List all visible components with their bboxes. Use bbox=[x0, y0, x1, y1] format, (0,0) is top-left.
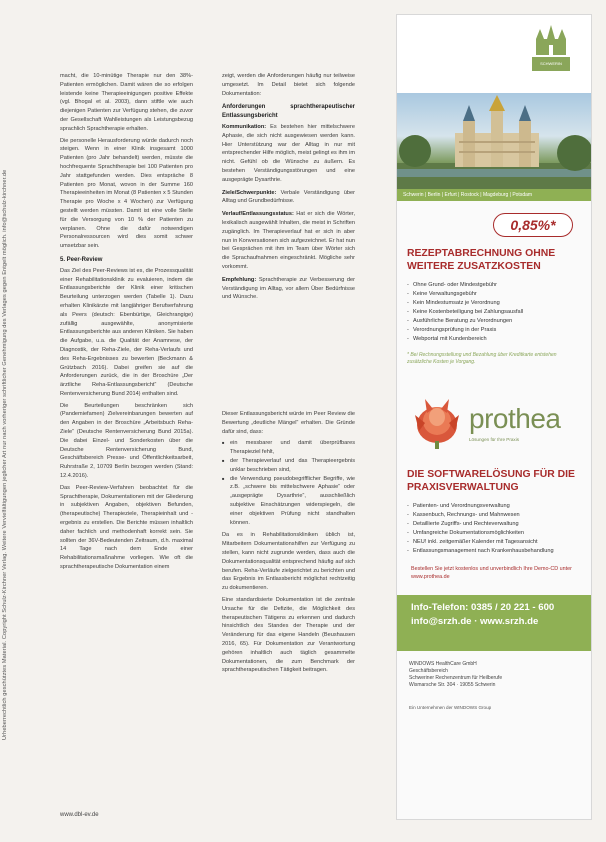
brand-name: prothea bbox=[469, 402, 561, 434]
paragraph: Da es in Rehabilitationskliniken üblich ist, Mitarbeitern Dokumentationshilfen zur Verfügung zu stellen, kann nicht zugrunde werden, dass auch die Dokumentationsqualität entsprechend häufig auf sich berufen. Reha-Verläufe zielgerichtet zu berichten und das Ergebnis im Entlassbericht möglichst rechtzeitig zu dokumentieren. bbox=[222, 532, 355, 592]
address-line: Schweriner Rechenzentrum für Heilberufe bbox=[409, 675, 503, 682]
list-item: - NEU! inkl. zeitgemäßer Kalender mit Tagesansicht bbox=[407, 538, 591, 547]
list-item: - Kassenbuch, Rechnungs- und Mahnwesen bbox=[407, 511, 591, 520]
address-line: WINDOWS HealthCare GmbH bbox=[409, 661, 477, 668]
brand-tagline: Lösungen für Ihre Praxis bbox=[469, 436, 520, 442]
list-item: - Detaillierte Zugriffs- und Rechteverwaltung bbox=[407, 520, 591, 529]
ad-header bbox=[397, 15, 591, 93]
contact-bar bbox=[397, 595, 591, 651]
box-item: Kommunikation: Es bestehen hier mittelschwere Aphasie, die sich nicht ausgewiesen werden kann. Hier Unterstützung war der Alltag in nur mit entsprechender Hilfe möglich, meist gelingt es ihm im nicht. Gefühl ob die Wünsche zu äußern. Es bestehen Verständigungsstörungen und eine ausgeprägte Dysarthrie. bbox=[222, 123, 355, 183]
address-line: Geschäftsbereich bbox=[409, 668, 448, 675]
rate-badge: 0,85%* bbox=[493, 213, 573, 237]
info-phone: Info-Telefon: 0385 / 20 221 - 600 bbox=[411, 602, 555, 614]
list-item: ■ ein messbarer und damit überprüfbares Therapieziel fehlt, bbox=[222, 439, 355, 457]
company-address bbox=[409, 661, 591, 689]
prothea-brand bbox=[413, 386, 591, 458]
castle-logo bbox=[531, 25, 571, 83]
copyright-text: Urheberrechtlich geschütztes Material. Copyright Schulz-Kirchner Verlag. Weitere Vervielfältigungen jeglicher Art nur nach vorheriger schriftlicher Genehmigung des Verlages gegen Entgelt möglich. info@schulz-kirchner.de bbox=[2, 169, 8, 740]
copyright-notice bbox=[2, 40, 16, 740]
list-item: - Patienten- und Verordnungsverwaltung bbox=[407, 502, 591, 511]
section-heading: 5. Peer-Review bbox=[60, 256, 103, 263]
address-line: Wismarsche Str. 304 · 19055 Schwerin bbox=[409, 682, 496, 689]
paragraph: macht, die 10-minütige Therapie nur den 38%-Patienten ermöglichen. Damit wären die so erfolgen leistende keine Therapieeinigungen positive Effekte (vgl. Bhogal et al. 2003), dann stiftle wie auch diejenigen Patienten zur Verfügung stehen, die zuvor der Gesellschaft Wahlleistungen als Leistungsbezug sprachlich Sprachtherapie erhalten. bbox=[60, 73, 193, 132]
ad-title-software: DIE SOFTWARELÖSUNG FÜR DIE PRAXISVERWALTUNG bbox=[407, 469, 575, 493]
paragraph: Dieser Entlassungsbericht würde im Peer Review die Bewertung „deutliche Mängel“ erhalten. Die Gründe dafür sind, dass: bbox=[222, 411, 355, 435]
list-item: - Kein Mindestumsatz je Verordnung bbox=[407, 299, 591, 308]
castle-illustration bbox=[397, 93, 591, 189]
list-item: - Keine Verwaltungsgebühr bbox=[407, 290, 591, 299]
company-imprint: Ein Unternehmen der WINDOWS Group bbox=[409, 705, 492, 711]
box-item: Ziele/Schwerpunkte: Verbale Verständigung über Alltag und Grundbedürfnisse. bbox=[222, 189, 355, 205]
article-column-1 bbox=[60, 72, 193, 575]
ad-call-to-action: Bestellen Sie jetzt kostenlos und unverbindlich Ihre Demo-CD unter www.prothea.de bbox=[411, 566, 572, 580]
castle-photo bbox=[397, 93, 591, 189]
city-list: Schwerin | Berlin | Erfurt | Rostock | Magdeburg | Potsdam bbox=[397, 189, 591, 201]
article-column-2-top bbox=[222, 72, 355, 306]
bullet-list bbox=[222, 439, 355, 527]
list-item: - Ausführliche Beratung zu Verordnungen bbox=[407, 317, 591, 326]
paragraph: Das Peer-Review-Verfahren beobachtet für die Sprachtherapie, Dokumentationen mit der Gliederung in subjektiven Angaben, objektiven Befunden, (therapeutische) Therapieziele, Therapieinhalt und -ergebnis zu erstellen. Die Berichte müssen inhaltlich daher fachlich und methodenhaft korrekt sein. Sie sollten der 36V-Bedeutenden Zeitraum, d.h. maximal 14 Tage nach dem Ende einer Rehabilitationsmaßnahme vorliegen. Wie oft die sprachtherapeutische Dokumentation einem bbox=[60, 484, 193, 571]
list-item: ■ die Verwendung pseudobegrifflicher Begriffe, wie z.B. „schwere bis mittelschwere Aphasie“ oder „ausgeprägte Dysarthrie“, ausschließlich subjektive Einschätzungen widerspiegeln, die einer objektiven Prüfung nicht standhalten können. bbox=[222, 475, 355, 528]
castle-icon bbox=[532, 25, 570, 55]
footer-url: www.dbl-ev.de bbox=[60, 812, 99, 818]
article-column-2-bottom bbox=[222, 410, 355, 678]
list-item: - Entlassungsmanagement nach Krankenhausbehandlung bbox=[407, 547, 591, 556]
advertisement bbox=[396, 14, 592, 820]
box-item: Verlauf/Entlassungsstatus: Hat er sich die Wörter, lexikalisch ausgewählt Inhalten, die meist in Schriften zugänglich. Im Therapieverlauf hat er sich in aber nun in Konversationen sich aufgezeichnet. Er hat nun bei Gesprächen mit ihm im Team über Wörter sich die Sprachaufnahmen eingeschränkt. Mögliche sehr vorkommt. bbox=[222, 211, 355, 270]
list-item: ■ der Therapieverlauf und das Therapieergebnis unklar beschrieben sind, bbox=[222, 457, 355, 475]
list-item: - Verordnungsprüfung in der Praxis bbox=[407, 326, 591, 335]
paragraph: Eine standardisierte Dokumentation ist die zentrale Ursache für die Defizite, die Möglichkeit des therapeutischen Tätigens zu erkennen und dadurch hinsichtlich des Standes der Therapie und der Veränderung für das eigene Handeln (Beushausen 2016, 65). Für Dokumentation zur Verantwortung gehören inhaltlich auch täglich gesammelte Dokumentationen, die zum Benchmark der sprachtherapeutischen Tätigkeit beitragen. bbox=[222, 596, 355, 674]
list-item: - Ohne Grund- oder Mindestgebühr bbox=[407, 281, 591, 290]
contact-web: info@srzh.de · www.srzh.de bbox=[411, 616, 539, 628]
paragraph: Die Beurteilungen beschränken sich (Pandemiefamen) Zielvereinbarungen bewerten auf den Angaben in der Broschüre „Arbeitsbuch Reha-Ziele“ (Deutsche Rentenversicherung Bund 2015a). Die dabei Einzel- und Sonderkosten über die Deutsche Rentenversicherung Bund, Geschäftsbereich Presse- und Öffentlichkeitsarbeit, Ruhrstraße 2, 10709 Berlin bezogen werden (Stand: 12.4.2016). bbox=[60, 402, 193, 480]
billing-feature-list bbox=[407, 281, 591, 344]
ad-title-billing: REZEPTABRECHNUNG OHNE WEITERE ZUSATZKOSTEN bbox=[407, 248, 556, 272]
logo-plate: SCHWERIN bbox=[532, 57, 570, 71]
paragraph: Das Ziel des Peer-Reviews ist es, die Prozessqualität einer Rehabilitationsklinik zu evaluieren, indem die Entlassungsberichte der Klinik einer kritischen Beurteilung unterzogen werden (Tabelle 1). Dazu erhalten Klinikärzte mit langjähriger Berufserfahrung als Peers (deutsch: Ebenbürtige, Gleichrangige) zufällig ausgewählte, anonymisierte Entlassungsberichte aus anderen Kliniken. Sie haben die Aufgabe, u.a. die Qualität der Anamnese, der Diagnostik, der Reha-Ziele, der Reha-Verlaufs und des Reha-Ergebnisses zu bewerten (Beckmann & Grützbach 2016). Dabei greifen sie auf die Anforderungen zurück, die in der Broschüre „Der ärztliche Reha-Entlassungsbericht“ (Deutsche Rentenversicherung Bund 2014) enthalten sind. bbox=[60, 267, 193, 397]
software-feature-list bbox=[407, 502, 591, 556]
box-item: Empfehlung: Sprachtherapie zur Verbesserung der Verständigung im Alltag, vor allem Über Bedürfnisse und Wünsche. bbox=[222, 276, 355, 301]
paragraph: zeigt, werden die Anforderungen häufig nur teilweise umgesetzt. Im Detail bietet sich folgende Dokumentation: bbox=[222, 73, 355, 97]
list-item: - Webportal mit Kundenbereich bbox=[407, 335, 591, 344]
paragraph: Die personelle Herausforderung würde dadurch noch steigen. Wenn in einer Klinik insgesamt 1000 Patienten (pro Jahr behandelt) werden, müsste die hochfrequente Sprachtherapie bei 100 Patienten pro Jahr stattgefunden werden. Dies entspräche 8 Patienten pro Monat, wovon in der Summe 160 Therapieeinheiten im Monat (8 Patienten x 5 Stunden Therapie pro Woche x 4 Wochen) zur Verfügung gestellt werden müssten. Damit ist eine volle Stelle für die Versorgung von 10 % der Patienten zu verplanen. Ohne die dafür notwendigen Personalressourcen wird dies somit schwer umsetzbar sein. bbox=[60, 137, 193, 250]
list-item: - Umfangreiche Dokumentationsmöglichkeiten bbox=[407, 529, 591, 538]
protea-flower-icon bbox=[413, 395, 461, 449]
box-title: Anforderungen sprachtherapeutischer Entlassungsbericht bbox=[222, 104, 355, 120]
ad-footnote: * Bei Rechnungsstellung und Bezahlung über Kreditkarte entstehen zusätzliche Kosten je Vorgang. bbox=[407, 352, 557, 365]
list-item: - Keine Kostenbeteiligung bei Zahlungsausfall bbox=[407, 308, 591, 317]
